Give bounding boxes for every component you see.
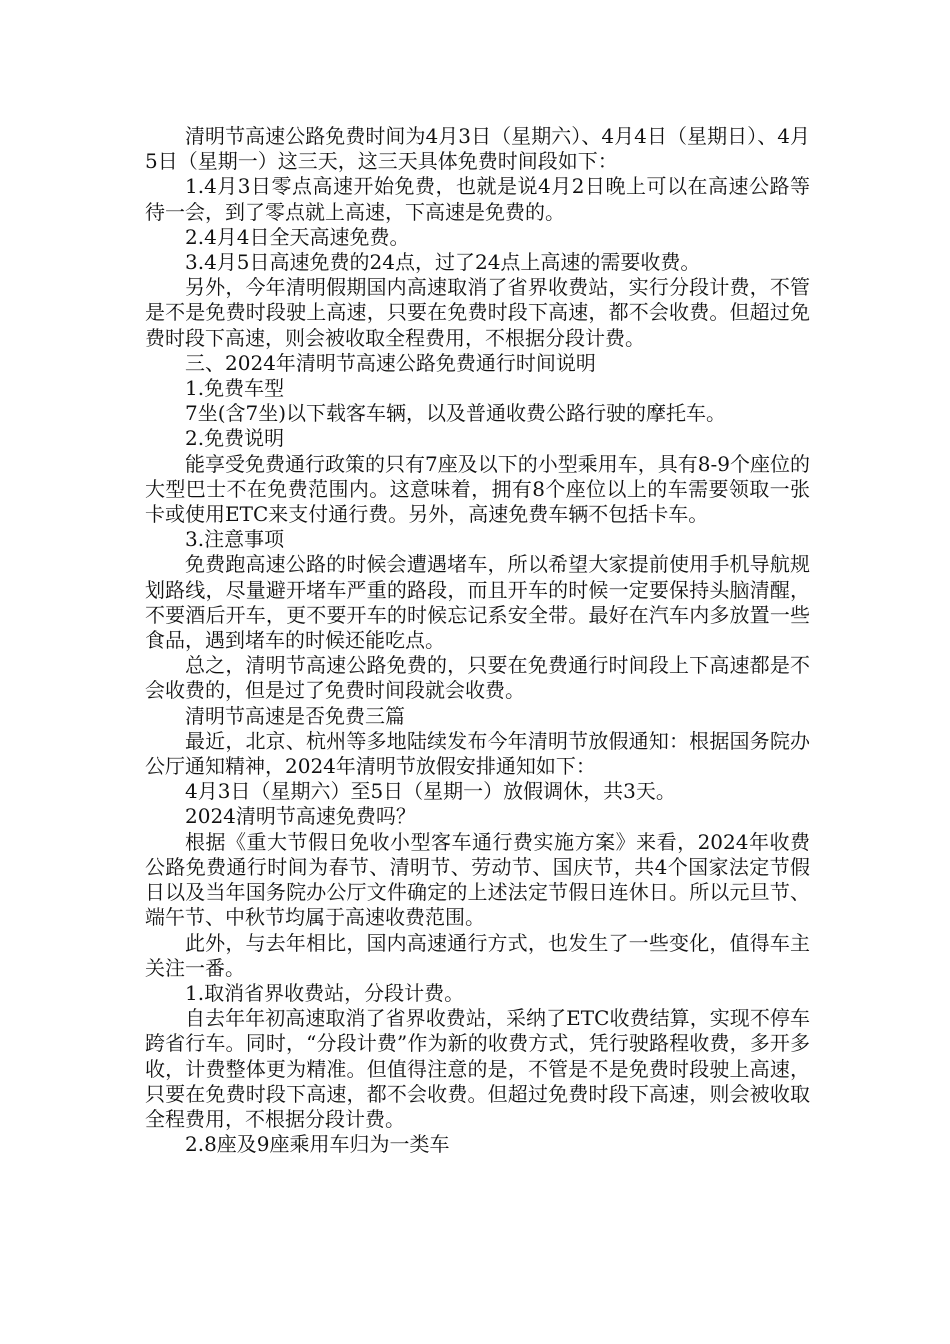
paragraph: 4月3日（星期六）至5日（星期一）放假调休，共3天。 [185,779,676,804]
subheading: 1.取消省界收费站，分段计费。 [185,980,465,1005]
paragraph: 此外，与去年相比，国内高速通行方式，也发生了一些变化，值得车主关注一番。 [145,930,810,980]
paragraph: 最近，北京、杭州等多地陆续发布今年清明节放假通知：根据国务院办公厅通知精神，2024年清明节放假安排通知如下： [145,728,810,779]
section-heading: 清明节高速是否免费三篇 [185,703,405,728]
paragraph: 自去年年初高速取消了省界收费站，采纳了ETC收费结算，实现不停车跨省行车。同时，“分段计费”作为新的收费方式，凭行驶路程收费，多开多收，计费整体更为精准。但值得注意的是，不管是不是免费时段驶上高速，只要在免费时段下高速，都不会收费。但超过免费时段下高速，则会被收取全程费用，不根据分段计费。 [145,1006,810,1131]
paragraph: 2024清明节高速免费吗？ [185,804,416,829]
subheading: 3.注意事项 [185,527,285,552]
paragraph: 免费跑高速公路的时候会遭遇堵车，所以希望大家提前使用手机导航规划路线，尽量避开堵车严重的路段，而且开车的时候一定要保持头脑清醒，不要酒后开车，更不要开车的时候忘记系安全带。最好在汽车内多放置一些食品，遇到堵车的时候还能吃点。 [145,552,810,653]
paragraph: 另外，今年清明假期国内高速取消了省界收费站，实行分段计费，不管是不是免费时段驶上高速，只要在免费时段下高速，都不会收费。但超过免费时段下高速，则会被收取全程费用，不根据分段计费。 [145,275,810,350]
document-body [145,124,810,1157]
paragraph: 清明节高速公路免费时间为4月3日（星期六）、4月4日（星期日）、4月5日（星期一）这三天，这三天具体免费时间段如下： [145,124,810,174]
paragraph: 3.4月5日高速免费的24点，过了24点上高速的需要收费。 [185,250,701,275]
subheading: 1.免费车型 [185,376,285,401]
paragraph: 7坐(含7坐)以下载客车辆，以及普通收费公路行驶的摩托车。 [185,401,727,426]
paragraph: 能享受免费通行政策的只有7座及以下的小型乘用车，具有8-9个座位的大型巴士不在免费范围内。这意味着，拥有8个座位以上的车需要领取一张卡或使用ETC来支付通行费。另外，高速免费车辆不包括卡车。 [145,451,810,527]
paragraph: 根据《重大节假日免收小型客车通行费实施方案》来看，2024年收费公路免费通行时间为春节、清明节、劳动节、国庆节，共4个国家法定节假日以及当年国务院办公厅文件确定的上述法定节假日连休日。所以元旦节、端午节、中秋节均属于高速收费范围。 [145,829,810,930]
subheading: 2.免费说明 [185,426,285,451]
subheading: 2.8座及9座乘用车归为一类车 [185,1132,450,1157]
paragraph: 总之，清明节高速公路免费的，只要在免费通行时间段上下高速都是不会收费的，但是过了免费时间段就会收费。 [145,653,810,703]
paragraph: 1.4月3日零点高速开始免费，也就是说4月2日晚上可以在高速公路等待一会，到了零点就上高速，下高速是免费的。 [145,174,810,224]
paragraph: 2.4月4日全天高速免费。 [185,224,410,249]
section-heading: 三、2024年清明节高速公路免费通行时间说明 [185,350,596,375]
